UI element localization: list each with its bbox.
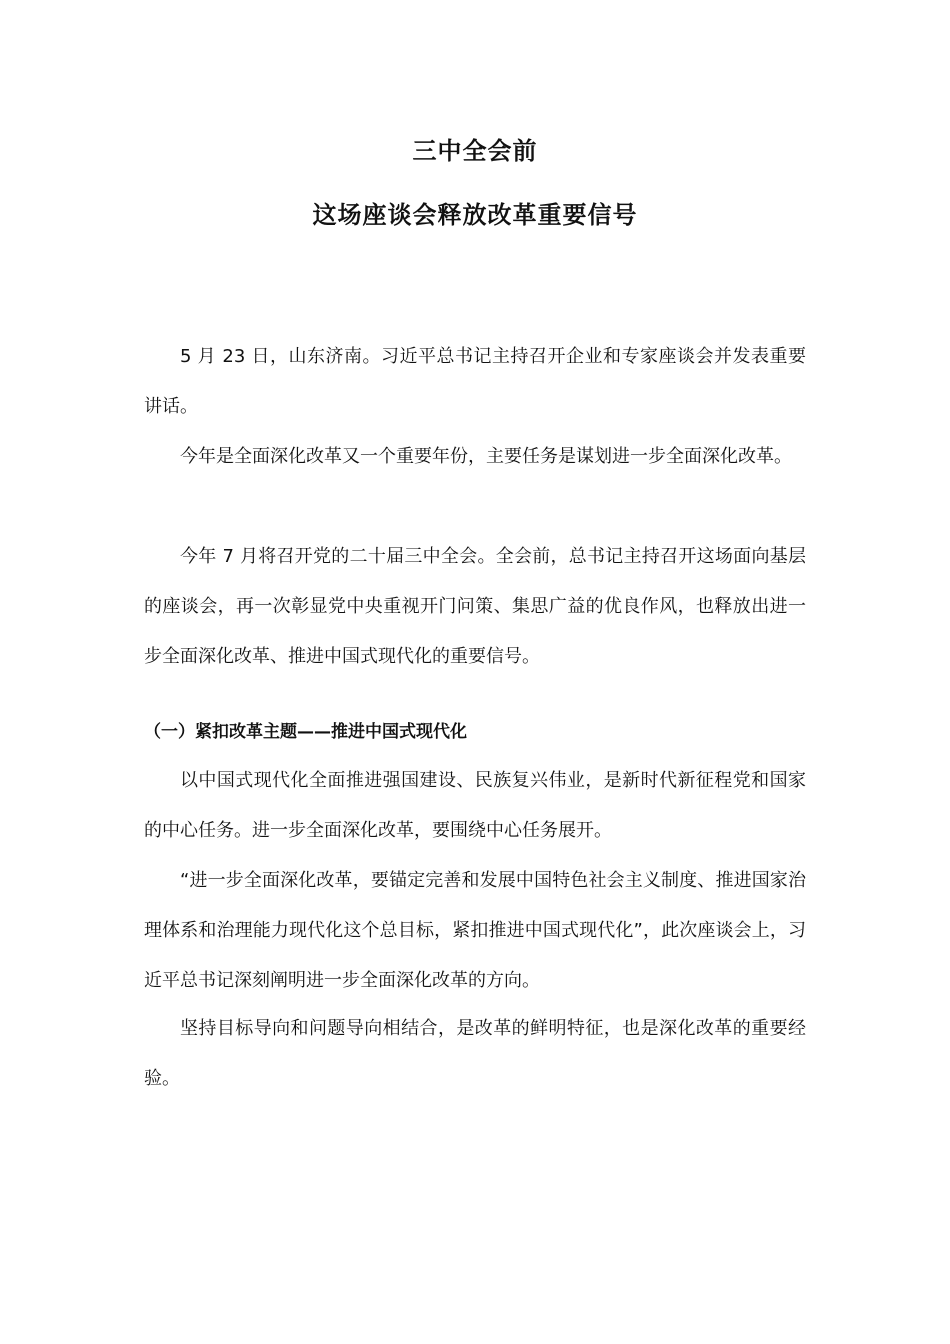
intro-paragraph-2: 今年是全面深化改革又一个重要年份，主要任务是谋划进一步全面深化改革。 <box>180 446 792 467</box>
section-heading-1: （一）紧扣改革主题——推进中国式现代化 <box>144 722 467 742</box>
intro-paragraph-3: 今年 7 月将召开党的二十届三中全会。全会前，总书记主持召开这场面向基层的座谈会，再一次彰显党中央重视开门问策、集思广益的优良作风，也释放出进一步全面深化改革、推进中国式现代化的重要信号。 <box>144 546 806 667</box>
section1-paragraph-2: “进一步全面深化改革，要锚定完善和发展中国特色社会主义制度、推进国家治理体系和治理能力现代化这个总目标，紧扣推进中国式现代化”，此次座谈会上，习近平总书记深刻阐明进一步全面深化改革的方向。 <box>144 870 806 991</box>
intro-paragraph-1: 5 月 23 日，山东济南。习近平总书记主持召开企业和专家座谈会并发表重要讲话。 <box>144 346 806 417</box>
section1-paragraph-1: 以中国式现代化全面推进强国建设、民族复兴伟业，是新时代新征程党和国家的中心任务。进一步全面深化改革，要围绕中心任务展开。 <box>144 770 806 841</box>
document-title-line1: 三中全会前 <box>412 137 538 165</box>
section1-paragraph-3: 坚持目标导向和问题导向相结合，是改革的鲜明特征，也是深化改革的重要经验。 <box>144 1018 806 1089</box>
document-title-line2: 这场座谈会释放改革重要信号 <box>312 201 638 229</box>
